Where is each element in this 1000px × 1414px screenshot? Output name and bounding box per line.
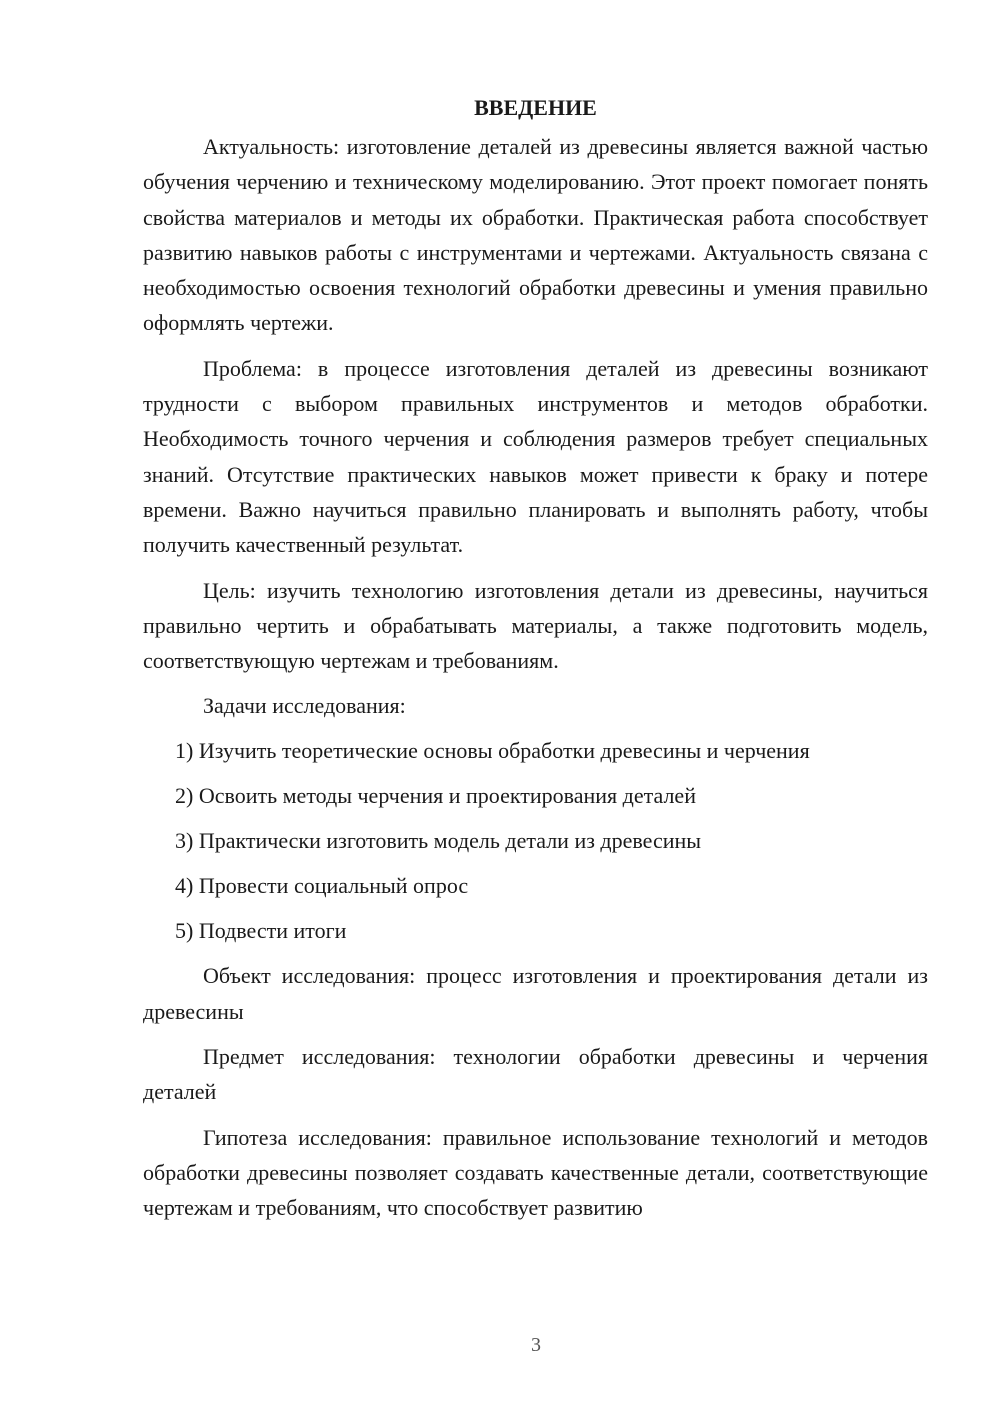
hypothesis-paragraph: Гипотеза исследования: правильное использование технологий и методов обработки древесины позволяет создавать качественные детали, соответствующие чертежам и требованиям, что способствует развитию	[143, 1124, 928, 1221]
document-page	[143, 90, 928, 1236]
task-item: 4) Провести социальный опрос	[175, 873, 469, 899]
goal-paragraph: Цель: изучить технологию изготовления детали из древесины, научиться правильно чертить и обрабатывать материалы, а также подготовить модель, соответствующую чертежам и требованиям.	[143, 577, 928, 674]
relevance-paragraph: Актуальность: изготовление деталей из древесины является важной частью обучения черчению и техническому моделированию. Этот проект помогает понять свойства материалов и методы их обработки. Практическая работа способствует развитию навыков работы с инструментами и чертежами. Актуальность связана с необходимостью освоения технологий обработки древесины и умения правильно оформлять чертежи.	[143, 134, 928, 336]
tasks-heading: Задачи исследования:	[203, 693, 406, 719]
task-item: 3) Практически изготовить модель детали из древесины	[175, 828, 702, 854]
object-paragraph: Объект исследования: процесс изготовления и проектирования детали из древесины	[143, 963, 928, 1024]
problem-paragraph: Проблема: в процессе изготовления деталей из древесины возникают трудности с выбором правильных инструментов и методов обработки. Необходимость точного черчения и соблюдения размеров требует специальных знаний. Отсутствие практических навыков может привести к браку и потере времени. Важно научиться правильно планировать и выполнять работу, чтобы получить качественный результат.	[143, 355, 928, 558]
task-item: 1) Изучить теоретические основы обработки древесины и черчения	[175, 738, 810, 764]
page-title: ВВЕДЕНИЕ	[474, 95, 597, 120]
task-item: 2) Освоить методы черчения и проектирования деталей	[175, 783, 696, 809]
page-number: 3	[531, 1334, 541, 1356]
task-item: 5) Подвести итоги	[175, 918, 347, 944]
subject-paragraph: Предмет исследования: технологии обработки древесины и черчения деталей	[143, 1044, 928, 1105]
